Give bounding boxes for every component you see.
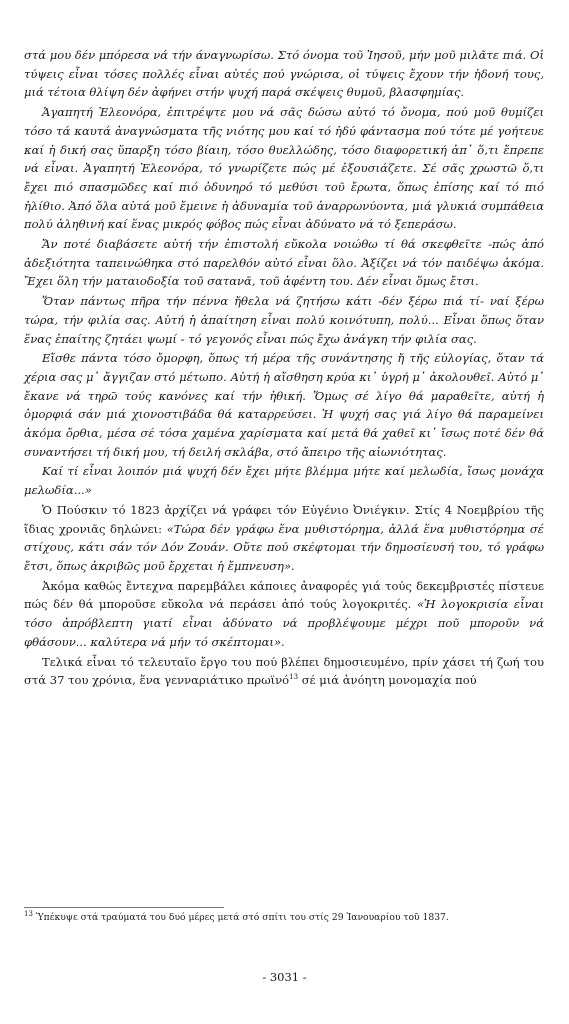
text-run: Τελικά εἶναι τό τελευταῖο ἔργο του πού βλέπει δημοσιευμένο, πρίν χάσει τή ζωή του στά 37 του χρόνια, ἕνα γενναριάτικο πρωϊνό [24, 654, 544, 688]
paragraph [24, 501, 544, 576]
footnote-divider [24, 907, 224, 908]
footnote-reference: 13 [289, 673, 299, 682]
text-run: σέ μιά ἀνόητη μονομαχία πού [298, 673, 477, 688]
paragraph [24, 577, 544, 652]
footnote-text: Ὑπέκυψε στά τραύματά του δυό μέρες μετά στό σπίτι του στίς 29 Ἰανουαρίου τοῦ 1837. [35, 912, 449, 923]
paragraph: Ὅταν πάντως πῆρα τήν πέννα ἤθελα νά ζητήσω κάτι -δέν ξέρω πιά τί- ναί ξέρω τώρα, τήν φιλία σας. Αὐτή ἡ ἀπαίτηση εἶναι πολύ κοινότυπη, πολύ... Εἶναι ὅπως ὅταν ἕνας ἐπαίτης ζητάει ψωμί - τό γεγονός εἶναι πώς ἔχω ἀνάγκη τήν φιλία σας. [24, 294, 544, 346]
text-run: Ὁ Πούσκιν τό 1823 ἀρχίζει νά γράφει τόν Εὐγένιο Ὀνιέγκιν. Στίς 4 Νοεμβρίου τῆς ἴδιας χρονιᾶς δηλώνει: [24, 502, 544, 536]
paragraph: Καί τί εἶναι λοιπόν μιά ψυχή δέν ἔχει μήτε βλέμμα μήτε καί μελωδία, ἴσως μονάχα μελωδία...» [24, 464, 544, 498]
body-text [24, 46, 544, 691]
quote-run: «Ἡ λογοκρισία εἶναι τόσο ἀπρόβλεπτη γιατί εἶναι ἀδύνατο νά προβλέψουμε μέχρι ποῦ μποροῦν νά φθάσουν... καλύτερα νά μήν τό σκέπτομαι». [24, 597, 544, 649]
paragraph: στά μου δέν μπόρεσα νά τήν άναγνωρίσω. Στό όνομα τοῦ Ἰησοῦ, μήν μοῦ μιλᾶτε πιά. Οἱ τύψεις εἶναι τόσες πολλές εἶναι αὐτές πού γνώρισα, οἱ τύψεις ἔχουν τήν ἡδονή τους, μιά τέτοια θλίψη δέν ἀφήνει στήν ψυχή παρά σκέψεις θυμοῦ, βλασφημίας. [24, 48, 544, 100]
footnote-number: 13 [24, 909, 33, 918]
quote-run: «Τώρα δέν γράφω ἕνα μυθιστόρημα, ἀλλά ἕνα μυθιστόρημα σέ στίχους, κάτι σάν τόν Δόν Ζουάν. Οὔτε πού σκέφτομαι τήν δημοσίευσή του, τό γράφω ἔτσι, ὅπως ἀκριβῶς μοῦ ἔρχεται ἡ ἔμπνευση». [24, 521, 544, 573]
paragraph: Ἄν ποτέ διαβάσετε αὐτή τήν ἐπιστολή εὔκολα νοιώθω τί θά σκεφθεῖτε -πώς ἀπό ἀδεξιότητα ταπεινώθηκα στό παρελθόν αὐτό εἶναι ὅλο. Ἀξίζει νά τόν παιδέψω ἀκόμα. Ἔχει ὅλη τήν ματαιοδοξία τοῦ σατανᾶ, τοῦ ἀφέντη του. Δέν εἶναι ὅμως ἔτσι. [24, 237, 544, 289]
paragraph [24, 653, 544, 690]
paragraph: Ἀγαπητή Ἐλεονόρα, ἐπιτρέψτε μου νά σᾶς δώσω αὐτό τό ὄνομα, πού μοῦ θυμίζει τόσο τά καυτά ἀναγνώσματα τῆς νιότης μου καί τό ἠδύ φάντασμα πού τότε μέ γοήτευε καί ἡ δική σας ὕπαρξη τόσο βίαιη, τόσο θυελλώδης, τόσο διαφορετική ἀπ᾽ ὅ,τι ἔπρεπε νά εἶναι. Ἀγαπητή Ἐλεονόρα, τό γνωρίζετε πώς μέ ἐξουσιάζετε. Σέ σᾶς χρωστῶ ὅ,τι ἔχει πιό σπασμῶδες καί πιό ὀδυνηρό τό μεθύσι τοῦ ἔρωτα, ὅπως ἐπίσης καί τό πιό ἠλίθιο. Ἀπό ὅλα αὐτά μοῦ ἔμεινε ἡ ἀδυναμία τοῦ ἀναρρωνύοντα, μιά γλυκιά συμπάθεια πολύ ἀληθινή καί ἕνας μικρός φόβος πώς εἶναι ἀδύνατο νά τό ξεπεράσω. [24, 105, 544, 232]
footnote [24, 909, 544, 924]
page-number: - 3031 - [262, 970, 307, 984]
text-run: Ἀκόμα καθώς ἔντεχνα παρεμβάλει κάποιες ἀναφορές γιά τούς δεκεμβριστές πίστευε πώς δέν θά μποροῦσε εὔκολα νά περάσει ἀπό τούς λογοκριτές. [24, 578, 544, 612]
paragraph: Εἴσθε πάντα τόσο ὄμορφη, ὅπως τή μέρα τῆς συνάντησης ἤ τῆς εὐλογίας, ὅταν τά χέρια σας μ᾽ ἄγγιζαν στό μέτωπο. Αὐτή ἡ αἴσθηση κρύα κι᾽ ὑγρή μ᾽ ἀκολουθεῖ. Αὐτό μ᾽ ἔκανε νά τηρῶ τούς κανόνες καί τήν ἠθική. Ὅμως σέ λίγο θά μαραθεῖτε, αὐτή ἡ ὀμορφιά σάν μιά χιονοστιβάδα θά καταρρεύσει. Ἡ ψυχή σας γιά λίγο θά παραμείνει ἀκόμα ὄρθια, μέσα σέ τόσα χαμένα χαρίσματα καί μετά θά χαθεῖ κι᾽ ἴσως ποτέ δέν θά συναντήσει τή δική μου, τή δειλή σκλάβα, στό ἄπειρο τῆς αἰωνιότητας. [24, 351, 544, 459]
